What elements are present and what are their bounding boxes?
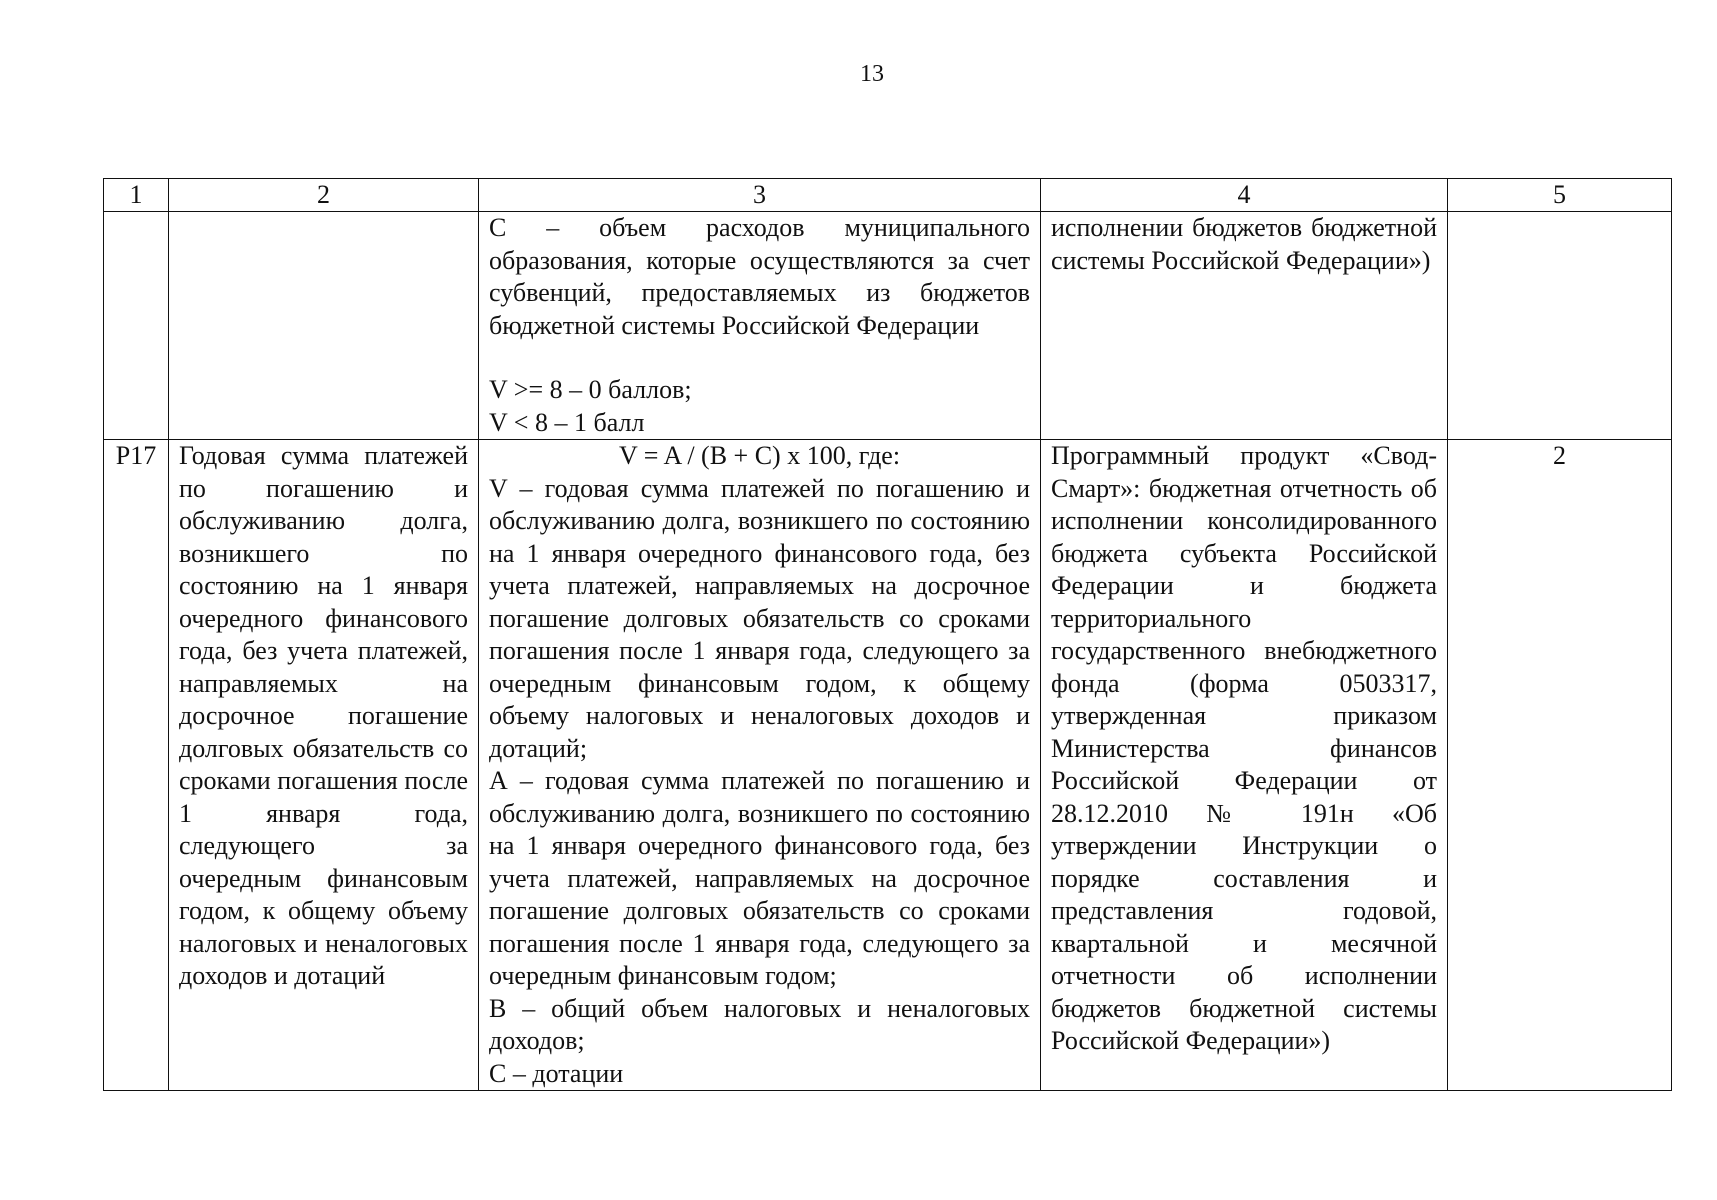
page-number: 13 <box>860 61 884 87</box>
source-text: Программный продукт «Свод-Смарт»: бюджетная отчетность об исполнении консолидированного бюджета субъекта Российской Федерации и бюджета территориального государственного внебюджетного фонда (форма 0503317, утвержденная приказом Министерства финансов Российской Федерации от 28.12.2010 № 191н «Об утверждении Инструкции о порядке составления и представления годовой, квартальной и месячной отчетности об исполнении бюджетов бюджетной системы Российской Федерации») <box>1051 441 1437 1055</box>
cell-weight <box>1448 440 1672 1091</box>
indicators-table <box>103 178 1672 1091</box>
header-col-4: 4 <box>1041 179 1448 212</box>
score-rule-0: V >= 8 – 0 баллов; <box>489 375 692 404</box>
cell-indicator-empty <box>169 212 479 440</box>
definition-v: V – годовая сумма платежей по погашению и обслуживанию долга, возникшего по состоянию на 1 января очередного финансового года, без учета платежей, направляемых на досрочное погашение долговых обязательств со сроками погашения после 1 января года, следующего за очередным финансовым годом, к общему объему налоговых и неналоговых доходов и дотаций; <box>489 473 1030 763</box>
source-text-continued: исполнении бюджетов бюджетной системы Российской Федерации») <box>1051 213 1437 275</box>
table-row-p17 <box>104 440 1672 1091</box>
definition-c: С – дотации <box>489 1058 624 1088</box>
spacer <box>489 342 1030 374</box>
cell-calculation <box>479 440 1041 1091</box>
header-col-5: 5 <box>1448 179 1672 212</box>
cell-calculation-continued <box>479 212 1041 440</box>
cell-indicator <box>169 440 479 1091</box>
cell-source-continued <box>1041 212 1448 440</box>
weight-value: 2 <box>1553 441 1566 470</box>
formula: V = A / (B + C) x 100, где: <box>618 441 901 470</box>
cell-source <box>1041 440 1448 1091</box>
header-col-3: 3 <box>479 179 1041 212</box>
indicator-name: Годовая сумма платежей по погашению и обслуживанию долга, возникшего по состоянию на 1 января очередного финансового года, без учета платежей, направляемых на досрочное погашение долговых обязательств со сроками погашения после 1 января года, следующего за очередным финансовым годом, к общему объему налоговых и неналоговых доходов и дотаций <box>179 441 468 990</box>
cell-code <box>104 440 169 1091</box>
definition-c-subventions: С – объем расходов муниципального образования, которые осуществляются за счет субвенций, предоставляемых из бюджетов бюджетной системы Российской Федерации <box>489 213 1030 340</box>
definition-a: А – годовая сумма платежей по погашению и обслуживанию долга, возникшего по состоянию на 1 января очередного финансового года, без учета платежей, направляемых на досрочное погашение долговых обязательств со сроками погашения после 1 января года, следующего за очередным финансовым годом; <box>489 766 1030 990</box>
table-row-continuation <box>104 212 1672 440</box>
table-header-row <box>104 179 1672 212</box>
cell-code-empty <box>104 212 169 440</box>
header-col-1: 1 <box>104 179 169 212</box>
score-rule-1: V < 8 – 1 балл <box>489 407 645 437</box>
definition-b: В – общий объем налоговых и неналоговых доходов; <box>489 993 1030 1055</box>
header-col-2: 2 <box>169 179 479 212</box>
indicator-code: Р17 <box>115 441 157 470</box>
cell-weight-empty <box>1448 212 1672 440</box>
